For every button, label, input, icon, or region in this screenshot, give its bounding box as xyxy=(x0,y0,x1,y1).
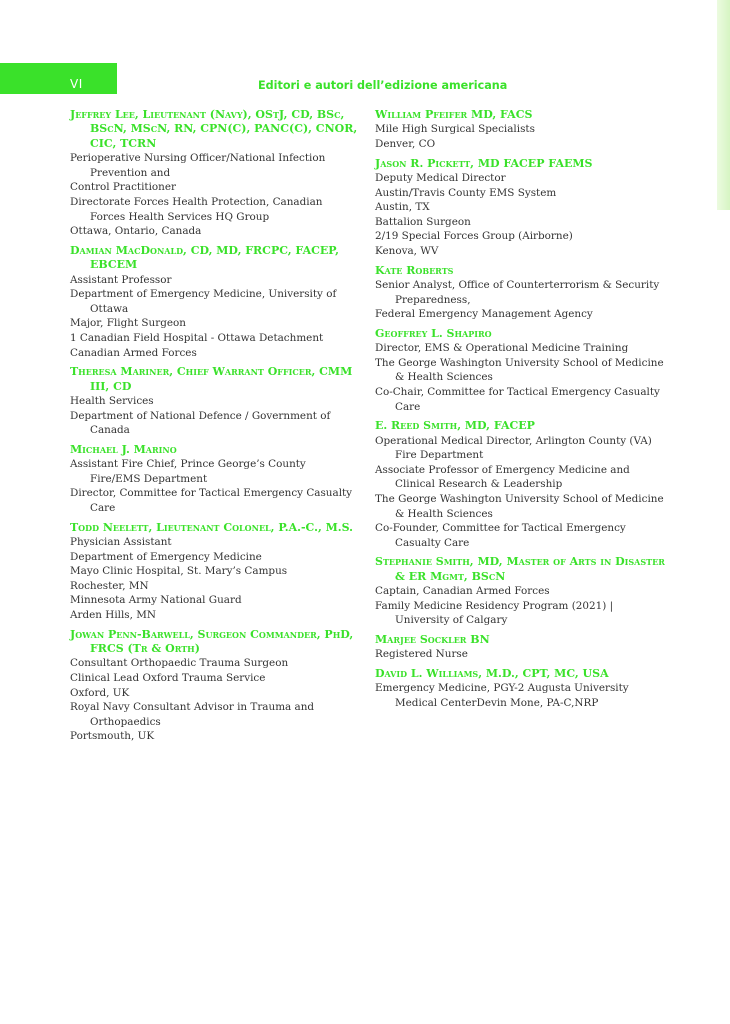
author-name: Geoffrey L. Shapiro xyxy=(375,326,492,340)
affiliation-line: Emergency Medicine, PGY-2 Augusta University Medical CenterDevin Mone, PA-C,NRP xyxy=(375,682,629,709)
author-name: Jason R. Pickett, MD FACEP FAEMS xyxy=(375,156,593,170)
author-name: David L. Williams, M.D., CPT, MC, USA xyxy=(375,666,609,680)
affiliation-line: Canadian Armed Forces xyxy=(70,346,197,359)
affiliation-line: Oxford, UK xyxy=(70,686,130,699)
author-name: Theresa Mariner, Chief Warrant Officer, CMM III, CD xyxy=(70,365,353,393)
affiliation-line: Portsmouth, UK xyxy=(70,730,155,743)
affiliation-line: Co-Chair, Committee for Tactical Emergency Casualty Care xyxy=(375,385,660,413)
affiliation-line: Rochester, MN xyxy=(70,579,149,592)
affiliation-line: Department of Emergency Medicine xyxy=(70,550,262,563)
affiliation-line: Major, Flight Surgeon xyxy=(70,317,186,330)
affiliation-line: Royal Navy Consultant Advisor in Trauma and Orthopaedics xyxy=(70,701,315,728)
affiliation-line: Perioperative Nursing Officer/National Infection Prevention and xyxy=(70,152,326,179)
left-column xyxy=(70,108,358,749)
author-name: Damian MacDonald, CD, MD, FRCPC, FACEP, EBCEM xyxy=(70,243,339,272)
author-name: Stephanie Smith, MD, Master of Arts in Disaster & ER Mgmt, BScN xyxy=(375,555,665,583)
author-entry xyxy=(375,327,670,414)
author-entry xyxy=(375,264,670,322)
affiliation-line: Battalion Surgeon xyxy=(375,215,471,228)
affiliation-line: Captain, Canadian Armed Forces xyxy=(375,585,550,598)
author-entry xyxy=(375,108,670,152)
author-entry xyxy=(375,157,670,259)
affiliation-line: Ottawa, Ontario, Canada xyxy=(70,225,202,238)
page-number: VI xyxy=(70,77,83,91)
affiliation-line: 2/19 Special Forces Group (Airborne) xyxy=(375,230,573,243)
affiliation-line: Director, EMS & Operational Medicine Training xyxy=(375,342,629,355)
affiliation-line: Family Medicine Residency Program (2021) | University of Calgary xyxy=(375,599,614,627)
affiliation-line: Directorate Forces Health Protection, Canadian Forces Health Services HQ Group xyxy=(70,196,323,223)
author-entry xyxy=(70,443,358,516)
affiliation-line: Minnesota Army National Guard xyxy=(70,594,242,607)
affiliation-line: Mayo Clinic Hospital, St. Mary’s Campus xyxy=(70,565,288,578)
author-entry xyxy=(375,419,670,550)
author-name: Kate Roberts xyxy=(375,263,454,277)
author-name: William Pfeifer MD, FACS xyxy=(375,108,533,121)
affiliation-line: Assistant Professor xyxy=(70,273,172,286)
author-entry xyxy=(375,633,670,662)
affiliation-line: Arden Hills, MN xyxy=(70,608,156,621)
author-entry xyxy=(375,555,670,628)
affiliation-line: Austin/Travis County EMS System xyxy=(375,186,557,199)
author-name: Marjee Sockler BN xyxy=(375,632,490,646)
affiliation-line: Health Services xyxy=(70,394,154,407)
affiliation-line: Assistant Fire Chief, Prince George’s County Fire/EMS Department xyxy=(70,458,306,485)
affiliation-line: Kenova, WV xyxy=(375,244,439,257)
affiliation-line: Consultant Orthopaedic Trauma Surgeon xyxy=(70,657,289,670)
affiliation-line: Operational Medical Director, Arlington County (VA) Fire Department xyxy=(375,434,652,462)
author-entry xyxy=(70,108,358,239)
affiliation-line: Registered Nurse xyxy=(375,648,468,661)
side-color-bar xyxy=(717,0,730,210)
affiliation-line: Director, Committee for Tactical Emergency Casualty Care xyxy=(70,487,353,514)
author-name: E. Reed Smith, MD, FACEP xyxy=(375,419,535,433)
affiliation-line: Department of Emergency Medicine, University of Ottawa xyxy=(70,288,337,315)
page-number-tab xyxy=(0,63,117,94)
affiliation-line: Clinical Lead Oxford Trauma Service xyxy=(70,671,266,684)
author-entry xyxy=(70,628,358,744)
author-name: Jeffrey Lee, Lieutenant (Navy), OStJ, CD, BSc, BScN, MScN, RN, CPN(C), PANC(C), CNOR, CIC, TCRN xyxy=(70,108,358,150)
author-entry xyxy=(70,244,358,360)
affiliation-line: Department of National Defence / Government of Canada xyxy=(70,409,331,437)
author-entry xyxy=(70,365,358,438)
author-entry xyxy=(375,667,670,711)
affiliation-line: 1 Canadian Field Hospital - Ottawa Detachment xyxy=(70,331,324,344)
affiliation-line: Denver, CO xyxy=(375,138,436,150)
affiliation-line: Associate Professor of Emergency Medicine and Clinical Research & Leadership xyxy=(375,463,630,491)
affiliation-line: Deputy Medical Director xyxy=(375,172,506,184)
right-column xyxy=(375,108,670,715)
affiliation-line: Physician Assistant xyxy=(70,535,172,548)
running-title: Editori e autori dell’edizione americana xyxy=(258,79,508,92)
affiliation-line: Austin, TX xyxy=(375,201,430,214)
author-entry xyxy=(70,521,358,623)
affiliation-line: Mile High Surgical Specialists xyxy=(375,123,535,136)
affiliation-line: Control Practitioner xyxy=(70,181,176,194)
affiliation-line: Senior Analyst, Office of Counterterrorism & Security Preparedness, xyxy=(375,278,660,306)
affiliation-line: The George Washington University School of Medicine & Health Sciences xyxy=(375,356,664,384)
author-name: Michael J. Marino xyxy=(70,442,177,456)
author-name: Todd Neelett, Lieutenant Colonel, P.A.-C., M.S. xyxy=(70,520,353,534)
affiliation-line: The George Washington University School of Medicine & Health Sciences xyxy=(375,492,664,520)
affiliation-line: Federal Emergency Management Agency xyxy=(375,308,593,321)
author-name: Jowan Penn-Barwell, Surgeon Commander, PhD, FRCS (Tr & Orth) xyxy=(70,627,354,655)
affiliation-line: Co-Founder, Committee for Tactical Emergency Casualty Care xyxy=(375,522,626,549)
